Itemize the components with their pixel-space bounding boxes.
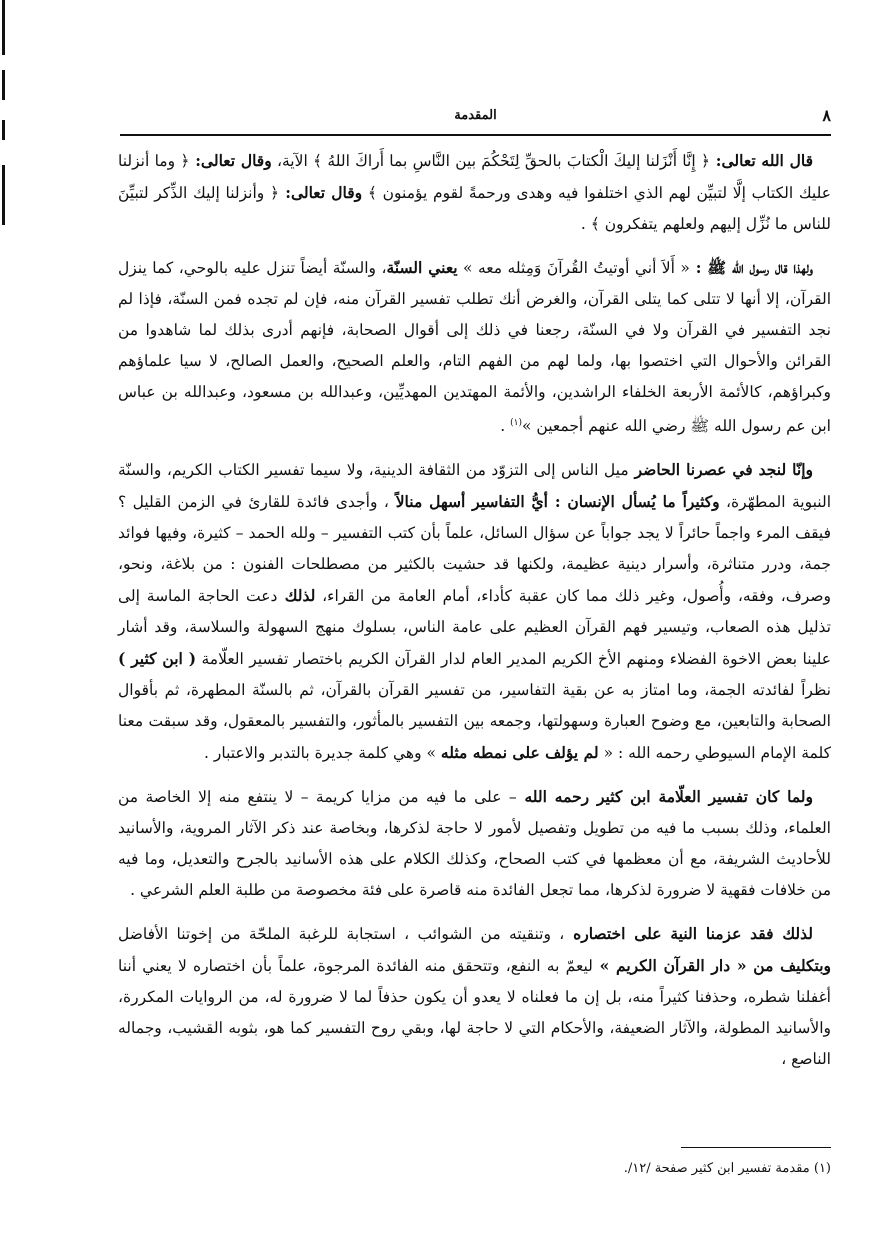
footnote: (١) مقدمة تفسير ابن كثير صفحة /١٢/. — [623, 1161, 831, 1176]
text-run: ﴿ وأنزلنا إليك الذِّكر لتبيِّنَ للناس ما نُزِّل إليهم ولعلهم يتفكرون ﴾ . — [118, 184, 831, 233]
paragraph — [118, 918, 831, 1075]
scan-edge-mark — [0, 0, 10, 270]
paragraph — [118, 145, 831, 240]
bold-phrase: وإنّا لنجد في عصرنا الحاضر — [628, 460, 814, 480]
bold-phrase: وقال تعالى: — [189, 151, 272, 170]
paragraph — [118, 781, 831, 906]
bold-phrase: ولما كان تفسير العلّامة ابن كثير رحمه الله — [516, 787, 814, 807]
running-title: المقدمة — [454, 108, 497, 123]
text-run: – على ما فيه من مزايا كريمة – لا ينتفع منه إلا الخاصة من العلماء، وذلك بسبب ما فيه من تطويل وتفصيل لأمور لا حاجة لذكرها، وبخاصة عند ذكر الآثار المروية، والأسانيد للأحاديث الشريفة، مع أن معظمها في كتب الصحاح، وكذلك الكلام على هذه الأسانيد بالجرح والتعديل، وما فيه من خلافات فقهية لا ضرورة لذكرها، مما تجعل الفائدة منه قاصرة على فئة مخصوصة من طلبة العلم الشرعي . — [118, 788, 831, 900]
bold-phrase: وقال تعالى: — [279, 183, 363, 202]
text-run: ﴿ وما أنزلنا عليك الكتاب إلَّا لتبيِّن لهم الذي اختلفوا فيه وهدى ورحمةً لقوم يؤمنون ﴾ — [118, 152, 831, 202]
paragraph — [118, 252, 831, 442]
bold-phrase: لذلك — [277, 586, 316, 606]
text-run: ﴿ إِنَّا أَنْزَلنا إليكَ الْكتابَ بالحقِّ لِتَحْكُمَ بين النَّاسِ بما أَراكَ اللهُ ﴾ الآية، — [271, 152, 711, 170]
bold-phrase: وكثيراً ما يُسأل الإنسان : أيُّ التفاسير أسهل منالاً — [388, 492, 720, 512]
text-run: ، وتنقيته من الشوائب ، استجابة للرغبة الملحّة من إخوتنا الأفاضل — [118, 925, 565, 944]
bold-phrase: يعني السنّة — [386, 258, 458, 277]
text-run: ليعمّ به النفع، وتتحقق منه الفائدة المرجوة، علماً بأن اختصاره لا يعني أننا أغفلنا شطره، وحذفنا كثيراً منه، بل إن ما فعلناه لا يعدو أن يكون حذفاً لما لا ضرورة له، من الروايات المكررة، والأسانيد المطولة، والآثار الضعيفة، والأحكام التي لا حاجة لها، وبقي روح التفسير كما هو، بثوبه القشيب، وجماله الناصع ، — [118, 957, 831, 1069]
text-run: » وهي كلمة جديرة بالتدبر والاعتبار . — [204, 744, 441, 763]
text-run: نظراً لفائدته الجمة، وما امتاز به عن بقية التفاسير، من تفسير القرآن بالقرآن، ثم بالسنّة المطهرة، ثم بأقوال الصحابة والتابعين، مع وضوح العبارة وسهولتها، وجمعه بين التفسير بالمأثور، والتفسير بالمعقول، وقد سبقت معنا كلمة الإمام السيوطي رحمه الله : « — [118, 681, 831, 763]
footnote-ref: (١) — [510, 418, 523, 428]
bold-phrase: قال الله تعالى: — [710, 151, 814, 170]
footnote-rule — [681, 1147, 831, 1148]
bold-phrase: ( ابن كثير ) — [118, 649, 197, 669]
text-run: دعت الحاجة الماسة إلى تذليل هذه الصعاب، وتيسير فهم القرآن العظيم على عامة الناس، بسلوك منهج السهولة والسلاسة، وقد أشار علينا بعض الاخوة الفضلاء ومنهم الأخ الكريم المدير العام لدار القرآن الكريم باختصار تفسير العلّامة — [118, 587, 831, 669]
main-text — [118, 145, 831, 1087]
bold-phrase: لذلك فقد عزمنا النية على اختصاره — [564, 924, 813, 944]
page-number: ٨ — [822, 106, 831, 125]
text-run: « أَلاَ أني أوتيتُ القُرآنَ وَمِثله معه » — [457, 259, 690, 277]
text-run: ميل الناس إلى التزوّد من الثقافة الدينية، ولا سيما تفسير الكتاب الكريم، والسنّة النبوية المطهّرة، — [118, 461, 831, 512]
paragraph — [118, 454, 831, 769]
bold-phrase: وبتكليف من « دار القرآن الكريم » — [592, 956, 832, 976]
page-header — [120, 104, 831, 134]
header-rule — [120, 134, 831, 136]
text-run: ، وأجدى فائدة للقارئ في الزمن القليل ؟ فيقف المرء واجماً حائراً لا يجد جواباً عن سؤال السائل، علماً بأن كتب التفسير – ولله الحمد – كثيرة، وفيها فوائد جمة، ودرر متناثرة، وأسرار دينية عظيمة، ولكنها قد حشيت بالكثير من مصطلحات الفنون : من بلاغة، ونحو، وصرف، وفقه، وأُصول، وغير ذلك مما كان عقبة كأداء، أمام العامة من القراء، — [118, 493, 831, 606]
text-run: ، والسنّة أيضاً تنزل عليه بالوحي، كما ينزل القرآن، إلا أنها لا تتلى كما يتلى القرآن، والغرض أنك تطلب تفسير القرآن منه، فإن لم تجده فمن السنّة، فإذا لم نجد التفسير في القرآن ولا في السنّة، رجعنا في ذلك إلى أقوال الصحابة، فإنهم أدرى بذلك لما شاهدوا من القرائن والأحوال التي اختصوا بها، ولما لهم من الفهم التام، والعلم الصحيح، والعمل الصالح، لا سيا علماؤهم وكبراؤهم، كالأئمة الأربعة الخلفاء الراشدين، والأئمة المهتدين المهديِّين، وعبدالله بن مسعود، وعبدالله بن عباس ابن عم رسول الله ﷺ رضي الله عنهم أجمعين » — [118, 259, 831, 436]
text-run: . — [500, 417, 511, 436]
bold-phrase: ولهذا قال رسول الله ﷺ : — [689, 258, 813, 277]
bold-phrase: لم يؤلف على نمطه مثله — [440, 743, 599, 763]
